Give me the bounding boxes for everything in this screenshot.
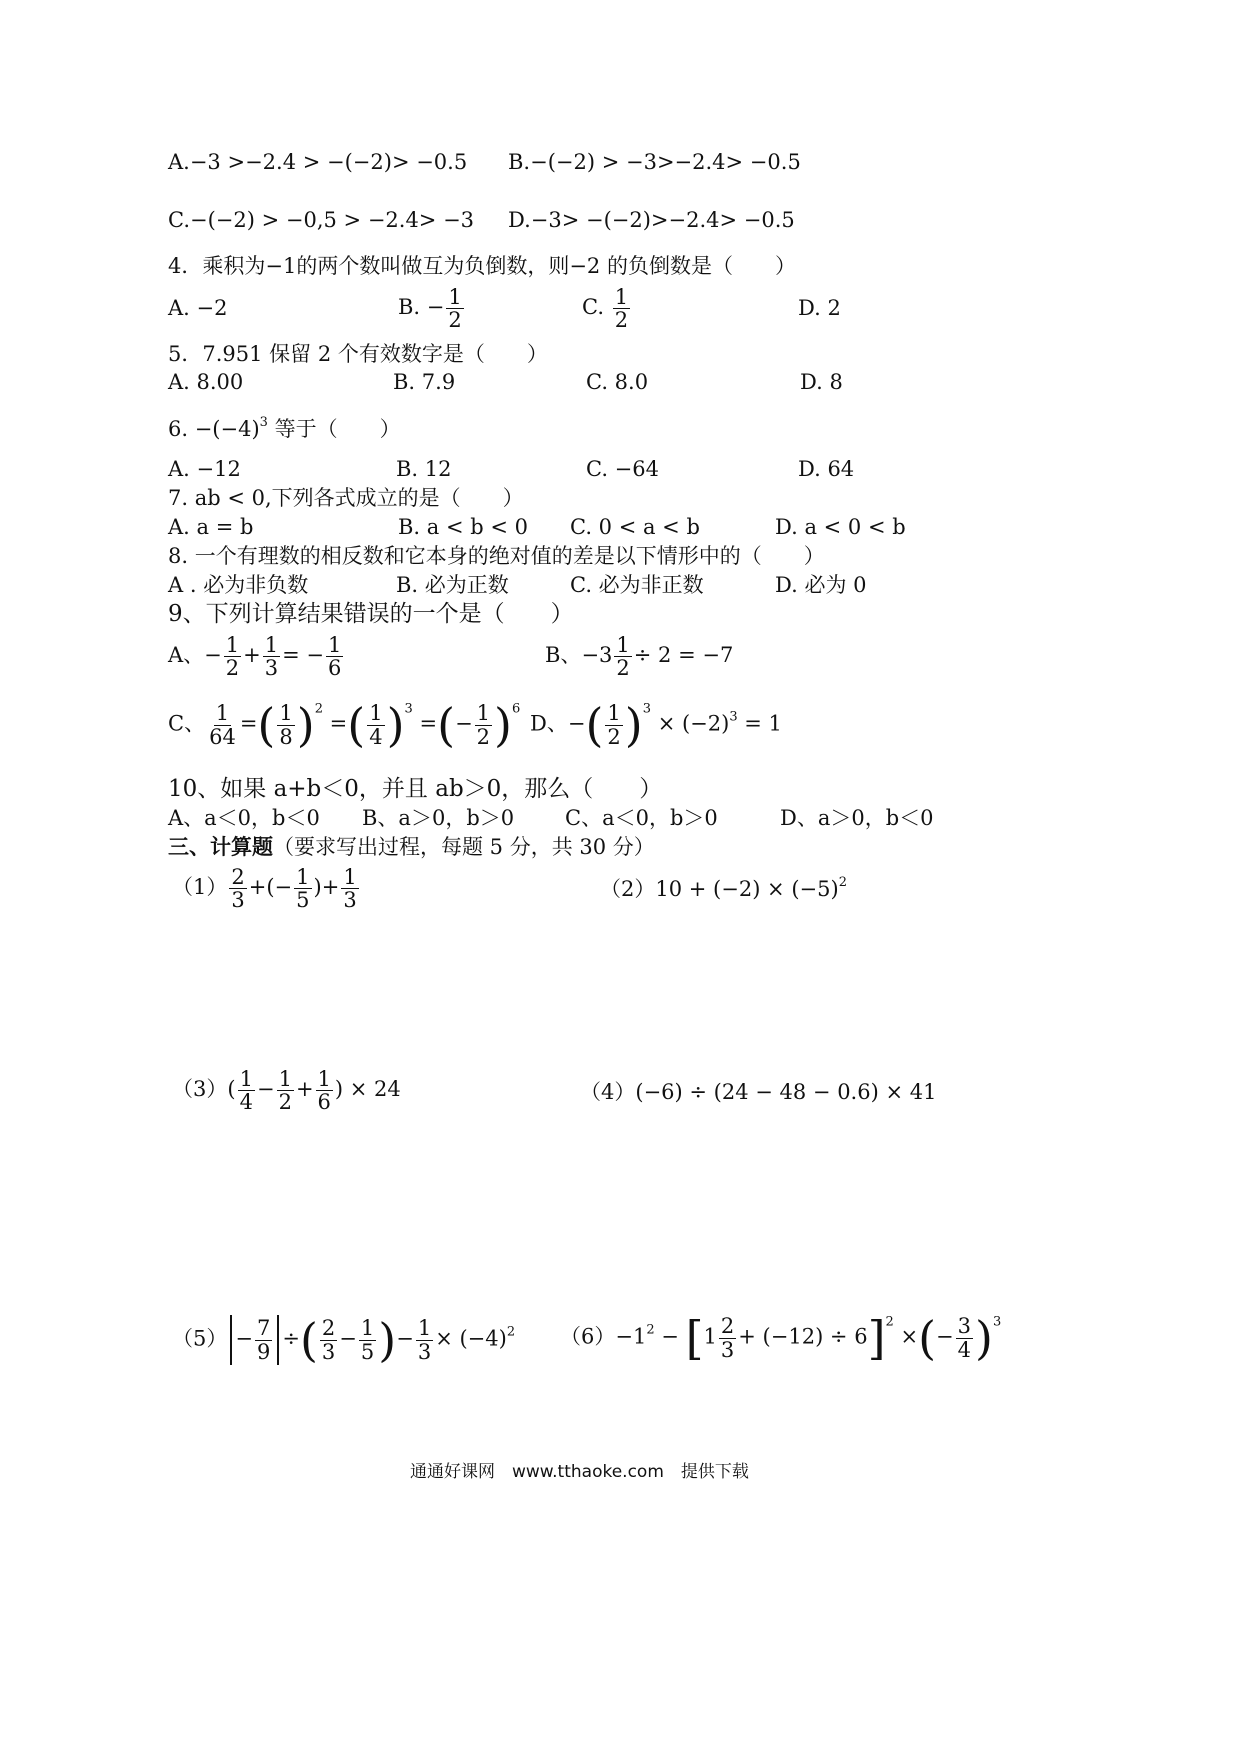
numerator: 1	[448, 285, 462, 309]
q3-option-b: B.−(−2) > −3>−2.4> −0.5	[508, 150, 801, 174]
denominator: 5	[296, 888, 310, 913]
denominator: 4	[957, 1337, 972, 1362]
calc-problem-1: （1） $\frac{2}{3}$ +(− $\frac{1}{5}$ )+ $\frac{1}{3}$	[172, 865, 357, 913]
q4-option-b-prefix: B. −	[398, 295, 445, 320]
q4-option-b	[398, 286, 466, 331]
footer-source: 通通好课网 www.tthaoke.com 提供下载	[410, 1462, 749, 1482]
q7-option-a: A. a = b	[168, 515, 254, 539]
q8-option-c: C. 必为非正数	[570, 573, 704, 597]
denominator: 6	[317, 1090, 331, 1115]
q10-option-c: C、a＜0，b＞0	[565, 806, 718, 830]
q5-option-c: C. 8.0	[586, 370, 649, 394]
q6-stem	[168, 416, 401, 440]
q4-stem: 4．乘积为−1的两个数叫做互为负倒数，则−2 的负倒数是（ ）	[168, 254, 796, 278]
numerator: 1	[328, 633, 342, 657]
q6-option-a: A. −12	[168, 457, 241, 481]
exponent: 6	[512, 701, 521, 717]
fraction	[341, 866, 358, 911]
q9-option-b: B、−3 $\frac{1}{2}$ ÷ 2 = −7	[545, 633, 734, 681]
q4-option-a: A. −2	[168, 296, 228, 320]
denominator: 3	[417, 1339, 432, 1364]
fraction	[277, 1068, 294, 1113]
numerator: 1	[225, 633, 240, 657]
exponent: 2	[885, 1314, 894, 1330]
numerator: 1	[278, 1067, 292, 1091]
calc-4-label: （4）	[580, 1080, 636, 1104]
q6-option-d: D. 64	[798, 457, 855, 481]
q9-option-a: A、− $\frac{1}{2}$ + $\frac{1}{3}$ = − $\frac{1}{6}$	[168, 633, 342, 681]
numerator: 2	[321, 1316, 336, 1341]
calc-1-label: （1）	[172, 875, 228, 900]
q8-option-a: A . 必为非负数	[168, 573, 309, 597]
exponent: 2	[838, 875, 847, 890]
numerator: 1	[616, 633, 630, 657]
calc-problem-4	[580, 1082, 936, 1103]
q3-option-c: C.−(−2) > −0,5 > −2.4> −3	[168, 208, 475, 232]
q4-option-c-prefix: C.	[582, 295, 604, 320]
fraction	[475, 702, 492, 747]
q6-exponent: 3	[259, 415, 268, 430]
q7-stem: 7. ab < 0,下列各式成立的是（ ）	[168, 486, 524, 510]
denominator: 2	[278, 1090, 292, 1115]
numerator: 1	[360, 1316, 375, 1341]
q6-stem-text: 等于（ ）	[274, 417, 401, 441]
q6-option-c: C. −64	[586, 457, 659, 481]
calc-problem-3: （3）( $\frac{1}{4}$ − $\frac{1}{2}$ + $\frac{1}{6}$ ) × 24	[172, 1067, 401, 1115]
section-3-note: （要求写出过程，每题 5 分，共 30 分）	[273, 835, 655, 859]
fraction	[320, 1317, 337, 1362]
q8-option-d: D. 必为 0	[775, 573, 867, 597]
calc-3-label: （3）	[172, 1077, 228, 1102]
numerator: 1	[476, 701, 491, 726]
q8-stem: 8. 一个有理数的相反数和它本身的绝对值的差是以下情形中的（ ）	[168, 544, 825, 568]
numerator: 1	[215, 701, 230, 726]
q7-option-b: B. a < b < 0	[398, 515, 528, 539]
exponent: 2	[314, 701, 323, 717]
q9-b-label: B、	[545, 643, 582, 668]
numerator: 1	[296, 865, 310, 889]
fraction	[367, 702, 384, 747]
numerator: 1	[607, 701, 621, 726]
calc-2-label: （2）	[600, 877, 656, 901]
q9-option-d: D、−( $\frac{1}{2}$ )$^3 \times (-2)^3 = 1$	[530, 698, 782, 752]
q5-option-d: D. 8	[800, 370, 843, 394]
denominator: 3	[321, 1339, 336, 1364]
q9-c-label: C、	[168, 711, 206, 736]
fraction	[277, 702, 294, 747]
q4-option-d: D. 2	[798, 296, 841, 320]
q9-a-label: A、	[168, 643, 205, 668]
denominator: 3	[264, 656, 279, 681]
denominator: 2	[616, 656, 630, 681]
q7-option-d: D. a < 0 < b	[775, 515, 906, 539]
q3-option-a: A.−3 >−2.4 > −(−2)> −0.5	[168, 150, 468, 174]
numerator: 1	[614, 285, 629, 309]
numerator: 7	[256, 1316, 271, 1341]
denominator: 64	[209, 724, 236, 749]
denominator: 2	[614, 308, 629, 333]
denominator: 4	[239, 1090, 253, 1115]
q10-option-b: B、a＞0，b＞0	[362, 806, 515, 830]
fraction	[294, 866, 311, 911]
calc-3-tail: ) × 24	[334, 1077, 401, 1102]
section-3-heading	[168, 836, 655, 858]
calc-5-label: （5）	[172, 1326, 228, 1351]
numerator: 1	[417, 1316, 432, 1341]
denominator: 2	[448, 308, 462, 333]
numerator: 2	[231, 865, 245, 889]
fraction	[416, 1317, 433, 1362]
q9-d-expr: = 1	[744, 711, 782, 736]
fraction	[263, 634, 280, 679]
fraction	[446, 286, 463, 331]
denominator: 6	[328, 656, 342, 681]
q3-option-d: D.−3> −(−2)>−2.4> −0.5	[508, 208, 795, 232]
fraction	[614, 634, 631, 679]
numerator: 1	[279, 701, 293, 726]
q6-expression: 6. −(−4)	[168, 417, 260, 441]
q5-stem: 5．7.951 保留 2 个有效数字是（ ）	[168, 342, 548, 366]
q10-option-d: D、a＞0，b＜0	[780, 806, 934, 830]
denominator: 3	[231, 888, 245, 913]
calc-problem-2	[600, 876, 847, 900]
denominator: 3	[343, 888, 357, 913]
denominator: 2	[476, 724, 491, 749]
denominator: 9	[256, 1339, 271, 1364]
q10-stem: 10、如果 a+b＜0，并且 ab＞0，那么（ ）	[168, 776, 663, 802]
numerator: 3	[957, 1314, 972, 1339]
fraction	[229, 866, 246, 911]
q5-option-a: A. 8.00	[168, 370, 244, 394]
fraction	[238, 1068, 255, 1113]
q9-b-expr: ÷ 2 = −7	[633, 643, 734, 668]
calc-2-expr: 10 + (−2) × (−5)	[655, 877, 839, 901]
exponent: 2	[646, 1322, 655, 1338]
fraction	[719, 1315, 736, 1360]
q5-option-b: B. 7.9	[393, 370, 456, 394]
q10-option-a: A、a＜0，b＜0	[168, 806, 320, 830]
calc-problem-5: （5） − $\frac{7}{9}$ ÷( $\frac{2}{3}$ − $\frac{1}{5}$ )− $\frac{1}{3}$ × $(-4)^2$	[172, 1313, 516, 1367]
calc-4-expr: (−6) ÷ (24 − 48 − 0.6) × 41	[635, 1080, 937, 1104]
exponent: 3	[729, 709, 738, 725]
q7-option-c: C. 0 < a < b	[570, 515, 700, 539]
calc-problem-6: $(6)-1^2 - [1$ $\frac{2}{3}$ + (−12) ÷ 6]$^2$ ×(− $\frac{3}{4}$ )$^3$	[560, 1311, 1002, 1365]
fraction	[224, 634, 241, 679]
exponent: 3	[404, 701, 413, 717]
fraction	[359, 1317, 376, 1362]
numerator: 1	[239, 1067, 253, 1091]
fraction	[605, 702, 622, 747]
section-3-title: 三、计算题	[168, 834, 273, 859]
numerator: 1	[369, 701, 383, 726]
denominator: 3	[720, 1337, 735, 1362]
numerator: 1	[317, 1067, 331, 1091]
q9-d-label: D、	[530, 711, 568, 736]
fraction	[255, 1317, 272, 1362]
denominator: 5	[360, 1339, 375, 1364]
numerator: 1	[264, 633, 279, 657]
fraction	[613, 286, 630, 331]
fraction	[207, 702, 238, 747]
q6-option-b: B. 12	[396, 457, 452, 481]
denominator: 2	[607, 724, 621, 749]
calc-6-label: （6）	[560, 1324, 616, 1349]
fraction	[316, 1068, 333, 1113]
numerator: 2	[720, 1314, 735, 1339]
denominator: 8	[279, 724, 293, 749]
exponent: 3	[992, 1314, 1002, 1330]
exponent: 3	[642, 701, 652, 717]
denominator: 2	[225, 656, 240, 681]
q4-option-c	[582, 286, 632, 331]
q9-stem: 9、下列计算结果错误的一个是（ ）	[168, 601, 574, 627]
numerator: 1	[343, 865, 357, 889]
exponent: 2	[506, 1324, 516, 1340]
q8-option-b: B. 必为正数	[396, 573, 509, 597]
denominator: 4	[369, 724, 383, 749]
q9-option-c: C、 $\frac{1}{64}$ =( $\frac{1}{8}$ )$^2$ =( $\frac{1}{4}$ )$^3$ =(− $\frac{1}{2}$ )$^6$	[168, 698, 521, 752]
fraction	[326, 634, 343, 679]
fraction	[956, 1315, 973, 1360]
